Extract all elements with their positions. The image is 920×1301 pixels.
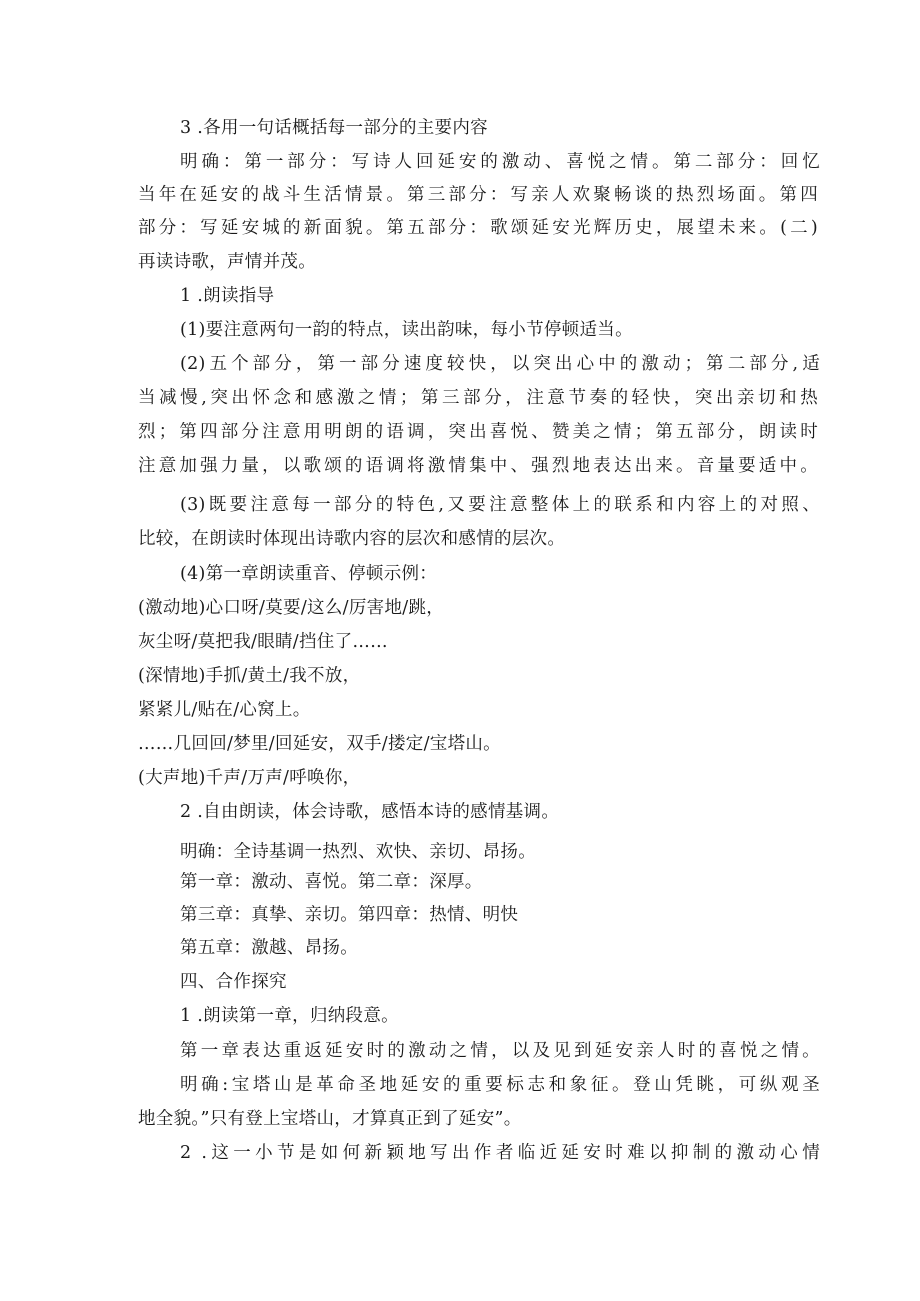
section-heading: 四、合作探究 [180,972,287,992]
text-line-27: 1 .朗读第一章，归纳段意。 [180,1006,399,1026]
text-line-18: 紧紧儿/贴在/心窝上。 [138,700,311,720]
text-line-20: (大声地)千声/万声/呼唤你， [138,768,361,788]
text-line-17: (深情地)手抓/黄土/我不放， [138,666,361,686]
text-line-21: 2 .自由朗读，体会诗歌，感悟本诗的感情基调。 [180,802,560,822]
text-line-5: 再读诗歌，声情并茂。 [138,252,316,272]
text-line-24: 第三章：真挚、亲切。第四章：热情、明快 [180,905,519,925]
text-line-11: 注意加强力量，以歌颂的语调将激情集中、强烈地表达出来。音量要适中。 [138,456,818,476]
text-line-7: (1)要注意两句一韵的特点，读出韵味，每小节停顿适当。 [180,320,633,340]
text-line-19: ……几回回/梦里/回延安，双手/搂定/宝塔山。 [138,734,501,754]
text-line-2: 明确：第一部分：写诗人回延安的激动、喜悦之情。第二部分：回忆 [180,152,820,172]
text-line-10: 烈；第四部分注意用明朗的语调，突出喜悦、赞美之情；第五部分，朗读时 [138,422,818,442]
text-line-8: (2)五个部分，第一部分速度较快，以突出心中的激动；第二部分,适 [180,354,820,374]
text-line-14: (4)第一章朗读重音、停顿示例： [180,564,438,584]
text-line-9: 当减慢,突出怀念和感激之情；第三部分，注意节奏的轻快，突出亲切和热 [138,388,818,408]
text-line-3: 当年在延安的战斗生活情景。第三部分：写亲人欢聚畅谈的热烈场面。第四 [138,185,818,205]
text-line-29: 明确:宝塔山是革命圣地延安的重要标志和象征。登山凭眺，可纵观圣 [180,1075,820,1095]
text-line-4: 部分：写延安城的新面貌。第五部分：歌颂延安光辉历史，展望未来。(二) [138,218,818,238]
text-line-31: 2 .这一小节是如何新颖地写出作者临近延安时难以抑制的激动心情 [180,1143,820,1163]
text-line-25: 第五章：激越、昂扬。 [180,938,358,958]
text-line-16: 灰尘呀/莫把我/眼睛/挡住了…… [138,632,388,652]
text-line-23: 第一章：激动、喜悦。第二章：深厚。 [180,872,483,892]
text-line-22: 明确：全诗基调一热烈、欢快、亲切、昂扬。 [180,842,536,862]
text-line-28: 第一章表达重返延安时的激动之情，以及见到延安亲人时的喜悦之情。 [180,1041,820,1061]
text-line-6: 1 .朗读指导 [180,286,275,306]
text-line-30: 地全貌。”只有登上宝塔山，才算真正到了延安”。 [138,1109,522,1129]
text-line-13: 比较，在朗读时体现出诗歌内容的层次和感情的层次。 [138,529,566,549]
text-line-15: (激动地)心口呀/莫要/这么/厉害地/跳， [138,598,445,618]
text-line-1: 3 .各用一句话概括每一部分的主要内容 [180,118,488,138]
text-line-12: (3)既要注意每一部分的特色,又要注意整体上的联系和内容上的对照、 [180,495,820,515]
